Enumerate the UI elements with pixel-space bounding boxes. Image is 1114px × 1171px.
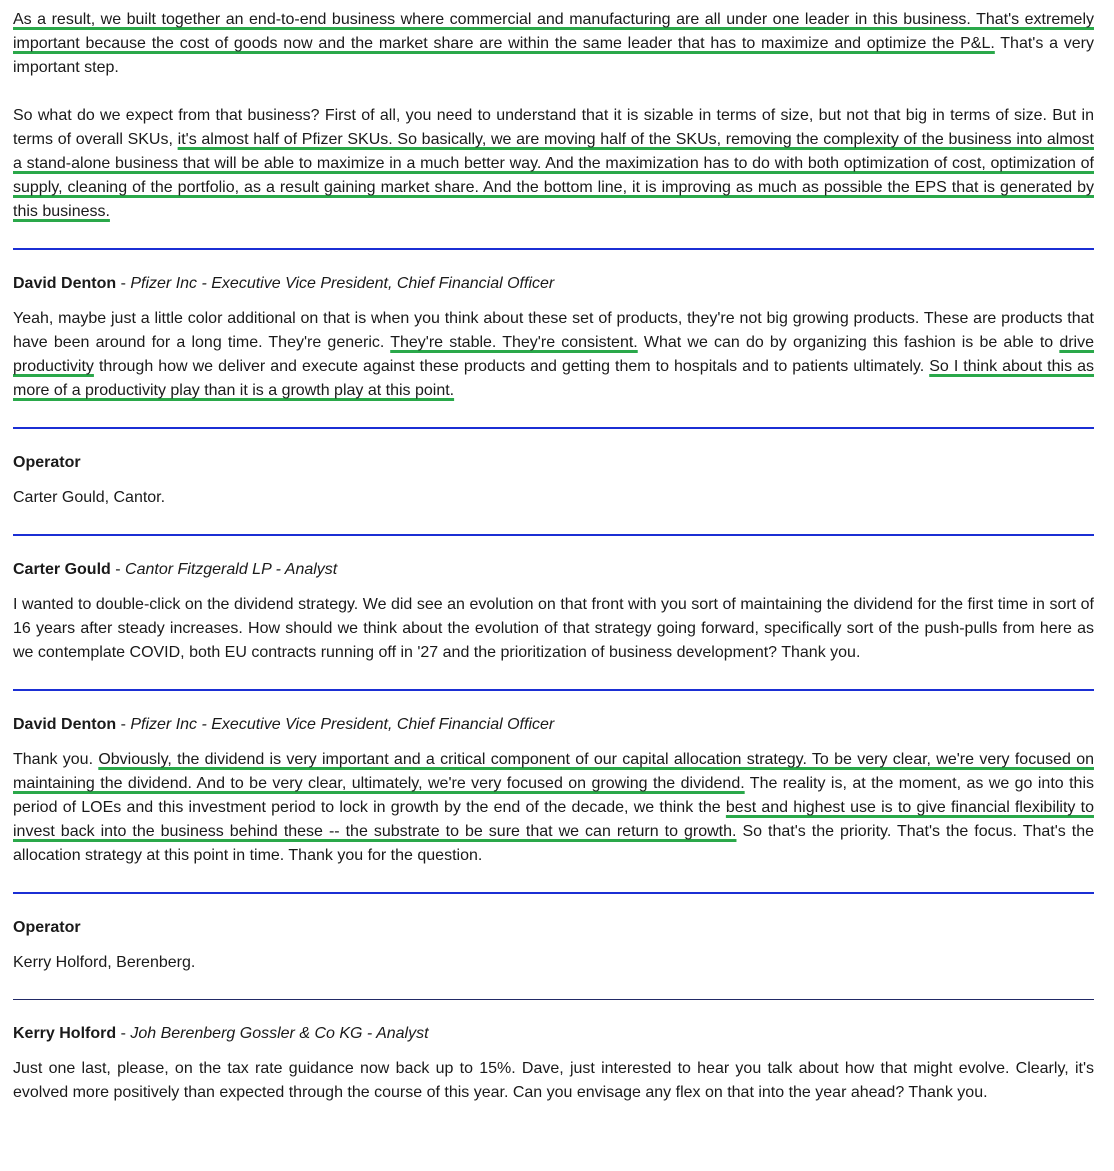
speaker-name: Operator xyxy=(13,454,81,471)
speaker-line-operator xyxy=(13,918,1094,938)
text-run: So that's the priority. That's the focus. That's the allocation strategy at this point in time. Thank you for the question. xyxy=(13,823,1095,864)
highlighted-phrase: Obviously, the dividend is very important and a critical component of our capital allocation strategy. To be very clear, we're very focused on maintaining the dividend. And to be very clear, ultimately, we're very focused on growing the dividend. xyxy=(13,751,1094,792)
text-run: Yeah, maybe just a little color additional on that is when you think about these set of products, they're not big growing products. These are products that have been around for a long time. They're generic. xyxy=(13,310,1094,351)
speaker-name: David Denton xyxy=(13,716,117,733)
text-run: Just one last, please, on the tax rate guidance now back up to 15%. Dave, just interested to hear you talk about how that might evolve. Clearly, it's evolved more positively than expected through the course of this year. Can you envisage any flex on that into the year ahead? Thank you. xyxy=(13,1060,1094,1101)
speaker-separator: - xyxy=(110,561,126,578)
speaker-separator: - xyxy=(116,275,131,292)
transcript-page xyxy=(13,8,1094,1105)
speaker-line-denton xyxy=(13,274,1094,294)
answer-denton-productivity xyxy=(13,307,1094,403)
speaker-separator: - xyxy=(116,1025,131,1042)
speaker-name: Operator xyxy=(13,919,81,936)
operator-introduction xyxy=(13,951,1094,975)
text-run: That's a very important step. xyxy=(13,35,1094,76)
speaker-separator: - xyxy=(116,716,131,733)
speaker-name: Kerry Holford xyxy=(13,1025,117,1042)
speaker-line-denton xyxy=(13,715,1094,735)
text-run: I wanted to double-click on the dividend strategy. We did see an evolution on that front with you sort of maintaining the dividend for the first time in sort of 16 years after steady increases. How should we think about the evolution of that strategy going forward, specifically sort of the push-pulls from here as we contemplate COVID, both EU contracts running off in '27 and the prioritization of business development? Thank you. xyxy=(13,596,1094,661)
text-run: Kerry Holford, Berenberg. xyxy=(13,954,196,971)
highlighted-phrase: They're stable. They're consistent. xyxy=(390,334,638,351)
speaker-line-holford xyxy=(13,1024,1094,1044)
speaker-line-gould xyxy=(13,560,1094,580)
question-gould-dividend xyxy=(13,593,1094,665)
text-run: Carter Gould, Cantor. xyxy=(13,489,166,506)
highlighted-phrase: best and highest use is to give financial flexibility to invest back into the business behind these -- the substrate to be sure that we can return to growth. xyxy=(13,799,1094,840)
speaker-role: Cantor Fitzgerald LP - Analyst xyxy=(125,561,338,578)
speaker-role: Joh Berenberg Gossler & Co KG - Analyst xyxy=(130,1025,429,1042)
question-holford-tax-rate xyxy=(13,1057,1094,1105)
highlighted-phrase: drive productivity xyxy=(13,334,1095,375)
paragraph-business-expectations xyxy=(13,104,1094,224)
text-run: Thank you. xyxy=(13,751,99,768)
paragraph-commercial-manufacturing xyxy=(13,8,1094,80)
text-run: The reality is, at the moment, as we go into this period of LOEs and this investment period to lock in growth by the end of the decade, we think the xyxy=(13,775,1094,816)
highlighted-phrase: it's almost half of Pfizer SKUs. So basically, we are moving half of the SKUs, removing the complexity of the business into almost a stand-alone business that will be able to maximize in a much better way. And the maximization has to do with both optimization of cost, optimization of supply, cleaning of the portfolio, as a result gaining market share. And the bottom line, it is improving as much as possible the EPS that is generated by this business. xyxy=(13,131,1094,220)
speaker-role: Pfizer Inc - Executive Vice President, Chief Financial Officer xyxy=(130,716,555,733)
text-run: through how we deliver and execute against these products and getting them to hospitals and to patients ultimately. xyxy=(93,358,930,375)
speaker-name: David Denton xyxy=(13,275,117,292)
highlighted-phrase: So I think about this as more of a productivity play than it is a growth play at this point. xyxy=(13,358,1095,399)
speaker-name: Carter Gould xyxy=(13,561,111,578)
operator-introduction xyxy=(13,486,1094,510)
speaker-role: Pfizer Inc - Executive Vice President, Chief Financial Officer xyxy=(130,275,555,292)
text-run: What we can do by organizing this fashion is be able to xyxy=(637,334,1060,351)
speaker-line-operator xyxy=(13,453,1094,473)
highlighted-phrase: As a result, we built together an end-to-end business where commercial and manufacturing are all under one leader in this business. That's extremely important because the cost of goods now and the market share are within the same leader that has to maximize and optimize the P&L. xyxy=(13,11,1094,52)
answer-denton-dividend xyxy=(13,748,1094,868)
text-run: So what do we expect from that business? First of all, you need to understand that it is sizable in terms of size, but not that big in terms of size. But in terms of overall SKUs, xyxy=(13,107,1094,148)
